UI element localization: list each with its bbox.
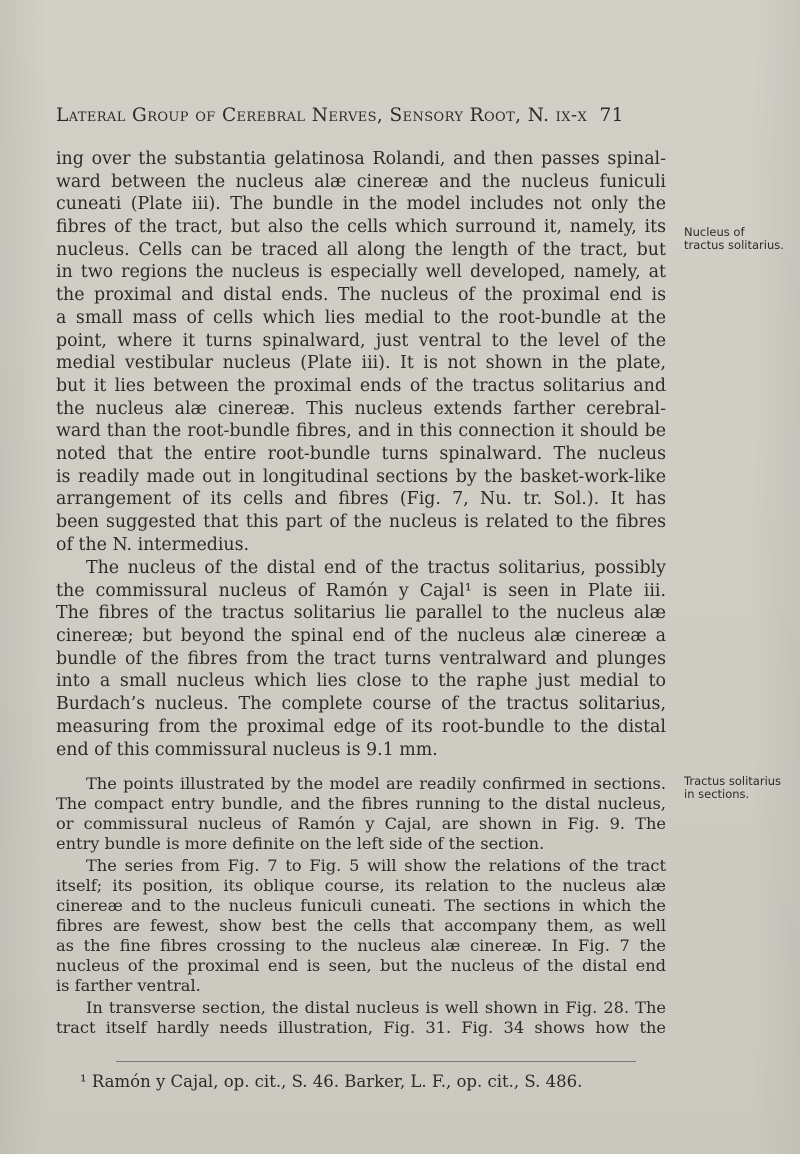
text-line: is readily made out in longitudinal sections by the basket-work-like xyxy=(56,466,666,487)
text-line: The compact entry bundle, and the fibres running to the distal nucleus, xyxy=(56,794,666,813)
text-line: cinereæ; but beyond the spinal end of the nucleus alæ cinereæ a xyxy=(56,626,666,647)
text-line: The points illustrated by the model are readily confirmed in sections. xyxy=(86,774,666,793)
text-line: cinereæ and to the nucleus funiculi cuneati. The sections in which the xyxy=(56,896,666,915)
text-line: a small mass of cells which lies medial to the root-bundle at the xyxy=(56,307,666,328)
text-line: the proximal and distal ends. The nucleus of the proximal end is xyxy=(56,285,666,306)
margin-note-line: tractus solitarius. xyxy=(684,238,784,252)
text-line: into a small nucleus which lies close to the raphe just medial to xyxy=(56,671,666,692)
text-line: Burdach’s nucleus. The complete course of the tractus solitarius, xyxy=(56,694,666,715)
text-line: The series from Fig. 7 to Fig. 5 will show the relations of the tract xyxy=(86,856,666,875)
text-line: of the N. intermedius. xyxy=(56,534,250,555)
page-number: 71 xyxy=(599,105,624,126)
text-line: ward between the nucleus alæ cinereæ and the nucleus funiculi xyxy=(56,171,666,192)
text-line: medial vestibular nucleus (Plate iii). It is not shown in the plate, xyxy=(56,353,666,374)
text-line: In transverse section, the distal nucleus is well shown in Fig. 28. The xyxy=(86,998,666,1017)
text-line: ward than the root-bundle fibres, and in this connection it should be xyxy=(56,421,666,442)
text-line: been suggested that this part of the nucleus is related to the fibres xyxy=(56,512,666,532)
text-line: is farther ventral. xyxy=(56,976,201,995)
margin-note-nucleus-tractus xyxy=(684,226,800,252)
text-line: The fibres of the tractus solitarius lie parallel to the nucleus alæ xyxy=(56,603,666,624)
text-line: nucleus. Cells can be traced all along the length of the tract, but xyxy=(56,239,666,260)
text-line: but it lies between the proximal ends of the tractus solitarius and xyxy=(56,375,666,396)
margin-note-line: Nucleus of xyxy=(684,225,745,239)
paragraph-transverse xyxy=(56,998,666,1038)
text-line: cuneati (Plate iii). The bundle in the model includes not only the xyxy=(56,194,666,215)
text-line: tract itself hardly needs illustration, Fig. 31. Fig. 34 shows how the xyxy=(56,1018,666,1037)
text-line: entry bundle is more definite on the left side of the section. xyxy=(56,834,545,853)
text-line: ing over the substantia gelatinosa Rolandi, and then passes spinal- xyxy=(56,149,666,169)
running-title: Lateral Group of Cerebral Nerves, Sensory Root, N. ix-x xyxy=(56,105,588,126)
text-line: point, where it turns spinalward, just ventral to the level of the xyxy=(56,330,666,351)
margin-note-line: in sections. xyxy=(684,787,750,801)
footnote-divider xyxy=(116,1061,636,1062)
text-line: the nucleus alæ cinereæ. This nucleus extends farther cerebral- xyxy=(56,398,666,419)
text-line: noted that the entire root-bundle turns spinalward. The nucleus xyxy=(56,443,666,464)
text-line: as the fine fibres crossing to the nucleus alæ cinereæ. In Fig. 7 the xyxy=(56,936,666,955)
text-line: nucleus of the proximal end is seen, but the nucleus of the distal end xyxy=(56,956,666,975)
text-line: fibres of the tract, but also the cells which surround it, namely, its xyxy=(56,217,666,238)
margin-note-line: Tractus solitarius xyxy=(684,774,782,788)
text-line: bundle of the fibres from the tract turns ventralward and plunges xyxy=(56,648,666,669)
paragraph-tract-nucleus xyxy=(56,148,666,556)
text-line: itself; its position, its oblique course, its relation to the nucleus alæ xyxy=(56,876,666,895)
running-header xyxy=(56,105,716,126)
paragraph-series xyxy=(56,856,666,996)
text-line: measuring from the proximal edge of its root-bundle to the distal xyxy=(56,716,666,737)
text-line: end of this commissural nucleus is 9.1 mm. xyxy=(56,739,438,760)
paragraph-sections xyxy=(56,774,666,854)
text-line: or commissural nucleus of Ramón y Cajal, are shown in Fig. 9. The xyxy=(56,814,666,833)
text-line: fibres are fewest, show best the cells that accompany them, as well xyxy=(56,916,666,935)
text-line: The nucleus of the distal end of the tractus solitarius, possibly xyxy=(86,558,666,578)
text-line: arrangement of its cells and fibres (Fig. 7, Nu. tr. Sol.). It has xyxy=(56,489,666,510)
text-line: in two regions the nucleus is especially well developed, namely, at xyxy=(56,262,666,283)
paragraph-distal-nucleus xyxy=(56,557,666,761)
footnote: ¹ Ramón y Cajal, op. cit., S. 46. Barker, L. F., op. cit., S. 486. xyxy=(80,1072,583,1091)
text-line: the commissural nucleus of Ramón y Cajal¹ is seen in Plate iii. xyxy=(56,580,666,601)
margin-note-tractus-sections xyxy=(684,775,800,801)
